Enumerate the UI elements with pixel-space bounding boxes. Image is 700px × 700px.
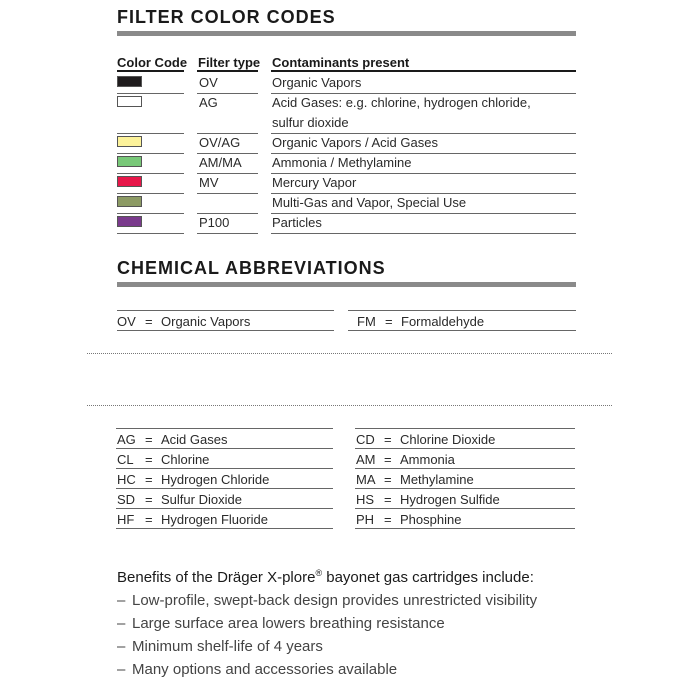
abbrev-name: Hydrogen Sulfide (400, 492, 500, 507)
row-divider (197, 193, 258, 194)
filter-type: AM/MA (199, 155, 242, 170)
row-divider (271, 233, 576, 234)
benefit-item (117, 615, 445, 632)
abbrev-name: Hydrogen Chloride (161, 472, 270, 487)
row-divider (197, 233, 258, 234)
abbrev-item (356, 492, 500, 507)
header-contaminants: Contaminants present (272, 55, 410, 70)
row-divider (348, 330, 576, 331)
benefits-title-text: Benefits of the Dräger X-plore (117, 569, 316, 586)
color-swatch (117, 76, 142, 87)
abbrev-code: HC (117, 472, 136, 487)
row-divider (117, 330, 334, 331)
row-divider (271, 173, 576, 174)
color-swatch (117, 156, 142, 167)
abbrev-code: FM (357, 314, 376, 329)
benefit-text: Minimum shelf-life of 4 years (132, 638, 323, 655)
abbrev-equals: = (145, 432, 153, 447)
abbrev-name: Ammonia (400, 452, 455, 467)
benefit-item (117, 592, 537, 609)
row-divider (348, 310, 576, 311)
benefit-item (117, 638, 323, 655)
row-divider (355, 428, 575, 429)
contaminant-text: Mercury Vapor (272, 175, 357, 190)
row-divider (117, 213, 184, 214)
filter-type: OV/AG (199, 135, 241, 150)
row-divider (197, 173, 258, 174)
dotted-separator (87, 353, 612, 354)
filter-type: OV (199, 75, 218, 90)
bullet-dash: – (117, 661, 126, 678)
abbrev-section-title: CHEMICAL ABBREVIATIONS (117, 258, 386, 278)
abbrev-equals: = (384, 512, 392, 527)
header-color-code: Color Code (117, 55, 188, 70)
abbrev-name: Chlorine Dioxide (400, 432, 496, 447)
row-divider (271, 193, 576, 194)
abbrev-code: OV (117, 314, 136, 329)
abbrev-item (117, 512, 268, 527)
abbrev-name: Chlorine (161, 452, 210, 467)
row-divider (117, 233, 184, 234)
filter-type: MV (199, 175, 219, 190)
color-swatch (117, 196, 142, 207)
row-divider (116, 448, 333, 449)
registered-mark: ® (315, 568, 323, 578)
contaminant-text: Particles (272, 215, 322, 230)
row-divider (117, 173, 184, 174)
filter-type: P100 (199, 215, 230, 230)
contaminant-text: Multi-Gas and Vapor, Special Use (272, 195, 467, 210)
abbrev-code: CD (356, 432, 375, 447)
row-divider (117, 93, 184, 94)
row-divider (116, 488, 333, 489)
contaminant-text: Ammonia / Methylamine (272, 155, 412, 170)
bullet-dash: – (117, 615, 126, 632)
benefit-item (117, 661, 397, 678)
abbrev-name: Organic Vapors (161, 314, 251, 329)
row-divider (197, 153, 258, 154)
abbrev-equals: = (385, 314, 393, 329)
abbrev-equals: = (145, 452, 153, 467)
abbrev-item (356, 472, 474, 487)
abbrev-item (117, 492, 242, 507)
row-divider (117, 193, 184, 194)
contaminant-text: Organic Vapors / Acid Gases (272, 135, 438, 150)
dotted-separator (87, 405, 612, 406)
header-filter-type: Filter type (198, 55, 261, 70)
abbrev-item (356, 432, 495, 447)
abbrev-name: Methylamine (400, 472, 474, 487)
row-divider (355, 448, 575, 449)
row-divider (116, 508, 333, 509)
abbrev-equals: = (384, 452, 392, 467)
abbrev-item (356, 452, 455, 467)
benefit-text: Large surface area lowers breathing resistance (132, 615, 445, 632)
abbrev-item (357, 314, 484, 329)
abbrev-equals: = (145, 492, 153, 507)
filter-type: AG (199, 95, 218, 110)
row-divider (117, 153, 184, 154)
row-divider (355, 508, 575, 509)
header-underline (117, 70, 184, 72)
row-divider (117, 133, 184, 134)
abbrev-code: HF (117, 512, 135, 527)
header-underline (271, 70, 576, 72)
contaminant-text: Organic Vapors (272, 75, 362, 90)
row-divider (197, 213, 258, 214)
abbrev-code: HS (356, 492, 375, 507)
bullet-dash: – (117, 592, 126, 609)
abbrev-equals: = (145, 314, 153, 329)
abbrev-code: AG (117, 432, 136, 447)
benefit-text: Low-profile, swept-back design provides unrestricted visibility (132, 592, 538, 609)
abbrev-name: Formaldehyde (401, 314, 485, 329)
abbrev-equals: = (384, 432, 392, 447)
abbrev-name: Acid Gases (161, 432, 228, 447)
filter-section-title: FILTER COLOR CODES (117, 7, 336, 27)
row-divider (271, 93, 576, 94)
abbrev-code: MA (356, 472, 376, 487)
row-divider (271, 133, 576, 134)
abbrev-equals: = (145, 472, 153, 487)
abbrev-name: Phosphine (400, 512, 462, 527)
abbrev-equals: = (384, 492, 392, 507)
row-divider (271, 213, 576, 214)
benefits-title-text: bayonet gas cartridges include: (322, 569, 534, 586)
abbrev-code: PH (356, 512, 375, 527)
abbrev-equals: = (145, 512, 153, 527)
bullet-dash: – (117, 638, 126, 655)
row-divider (116, 528, 333, 529)
header-underline (197, 70, 258, 72)
section-divider (117, 31, 576, 36)
row-divider (197, 93, 258, 94)
row-divider (116, 428, 333, 429)
abbrev-item (356, 512, 461, 527)
abbrev-code: AM (356, 452, 376, 467)
abbrev-name: Hydrogen Fluoride (161, 512, 268, 527)
abbrev-code: SD (117, 492, 136, 507)
row-divider (116, 468, 333, 469)
color-swatch (117, 96, 142, 107)
benefits-title (117, 568, 534, 586)
contaminant-text: sulfur dioxide (272, 115, 349, 130)
row-divider (355, 468, 575, 469)
abbrev-equals: = (384, 472, 392, 487)
abbrev-code: CL (117, 452, 134, 467)
contaminant-text: Acid Gases: e.g. chlorine, hydrogen chloride, (272, 95, 531, 110)
row-divider (197, 133, 258, 134)
color-swatch (117, 216, 142, 227)
row-divider (355, 488, 575, 489)
abbrev-item (117, 314, 250, 329)
benefit-text: Many options and accessories available (132, 661, 398, 678)
abbrev-name: Sulfur Dioxide (161, 492, 242, 507)
row-divider (117, 310, 334, 311)
section-divider (117, 282, 576, 287)
row-divider (271, 153, 576, 154)
abbrev-item (117, 432, 227, 447)
color-swatch (117, 136, 142, 147)
abbrev-item (117, 452, 209, 467)
row-divider (355, 528, 575, 529)
abbrev-item (117, 472, 269, 487)
color-swatch (117, 176, 142, 187)
